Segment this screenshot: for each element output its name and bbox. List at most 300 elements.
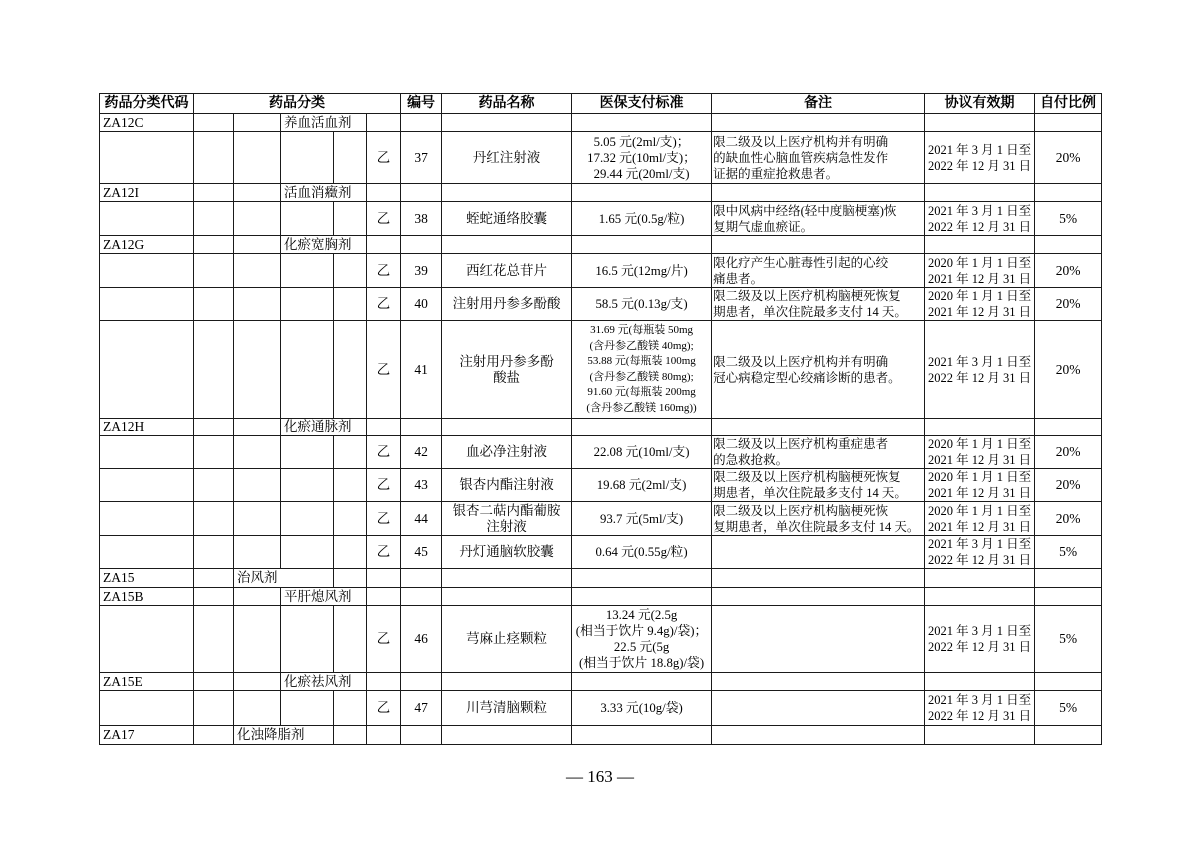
validity-period [925,469,1035,502]
drug-row [100,502,1102,536]
remark [712,502,925,536]
empty-cell [334,606,367,673]
remark-line: 限二级及以上医疗机构并有明确 [713,354,889,369]
header-validity: 协议有效期 [925,94,1035,114]
drug-name [442,132,572,184]
header-drug-name: 药品名称 [442,94,572,114]
empty-cell [925,726,1035,745]
price-line: (含丹参乙酸镁 80mg); [589,370,694,383]
drug-number: 40 [401,288,442,321]
empty-cell [442,184,572,202]
remark-line: 痛患者。 [713,271,764,286]
validity-line: 2021 年 3 月 1 日至 [927,693,1032,707]
validity-line: 2022 年 12 月 31 日 [927,370,1032,385]
drug-class: 乙 [367,202,401,236]
empty-cell [281,254,334,288]
empty-cell [194,419,234,436]
drug-row [100,691,1102,726]
drug-class: 乙 [367,321,401,419]
empty-cell [925,588,1035,606]
drug-name [442,288,572,321]
empty-cell [401,726,442,745]
category-row [100,236,1102,254]
drug-row [100,132,1102,184]
empty-cell [194,569,234,588]
validity-period [925,606,1035,673]
payment-standard [572,536,712,569]
remark-line: 限二级及以上医疗机构重症患者 [713,437,889,451]
empty-cell [401,419,442,436]
drug-name [442,502,572,536]
remark-line: 冠心病稳定型心绞痛诊断的患者。 [713,370,901,385]
header-category: 药品分类 [194,94,401,114]
drug-name-line: 西红花总苷片 [466,262,548,278]
drug-row [100,202,1102,236]
empty-cell [442,726,572,745]
empty-cell [194,588,234,606]
category-row [100,114,1102,132]
drug-name-line: 银杏内酯注射液 [459,477,554,492]
validity-period [925,254,1035,288]
remark [712,132,925,184]
empty-cell [925,114,1035,132]
header-ratio: 自付比例 [1035,94,1102,114]
remark [712,254,925,288]
empty-cell [100,321,194,419]
self-pay-ratio: 20% [1035,469,1102,502]
empty-cell [194,536,234,569]
empty-cell [334,469,367,502]
empty-cell [194,184,234,202]
empty-cell [712,184,925,202]
validity-period [925,202,1035,236]
remark-line: 限二级及以上医疗机构并有明确 [713,134,889,149]
validity-line: 2021 年 12 月 31 日 [927,519,1032,534]
category-code: ZA15B [100,588,194,606]
header-code: 药品分类代码 [100,94,194,114]
payment-standard [572,502,712,536]
price-line: 16.5 元(12mg/片) [595,263,688,278]
empty-cell [234,588,281,606]
empty-cell [442,236,572,254]
empty-cell [334,254,367,288]
drug-class: 乙 [367,254,401,288]
payment-standard [572,606,712,673]
payment-standard [572,288,712,321]
empty-cell [367,184,401,202]
drug-name [442,469,572,502]
empty-cell [194,691,234,726]
empty-cell [281,132,334,184]
empty-cell [281,536,334,569]
validity-line: 2020 年 1 月 1 日至 [927,503,1032,518]
drug-class: 乙 [367,502,401,536]
payment-standard [572,469,712,502]
empty-cell [194,673,234,691]
payment-standard [572,321,712,419]
self-pay-ratio: 5% [1035,536,1102,569]
remark [712,469,925,502]
empty-cell [100,536,194,569]
drug-name-line: 银杏二萜内酯葡胺 [452,502,561,518]
empty-cell [100,132,194,184]
category-name: 养血活血剂 [281,114,367,132]
drug-name [442,202,572,236]
category-code: ZA15E [100,673,194,691]
empty-cell [234,691,281,726]
drug-number: 45 [401,536,442,569]
category-row [100,419,1102,436]
empty-cell [194,132,234,184]
validity-line: 2021 年 12 月 31 日 [927,486,1032,500]
self-pay-ratio: 20% [1035,254,1102,288]
payment-standard [572,132,712,184]
drug-class: 乙 [367,469,401,502]
remark [712,288,925,321]
validity-line: 2020 年 1 月 1 日至 [927,255,1032,270]
empty-cell [712,673,925,691]
category-name: 化瘀祛风剂 [281,673,367,691]
empty-cell [194,436,234,469]
remark-line: 期患者，单次住院最多支付 14 天。 [713,305,907,319]
empty-cell [194,114,234,132]
validity-line: 2021 年 3 月 1 日至 [927,624,1032,638]
drug-row [100,469,1102,502]
drug-number: 37 [401,132,442,184]
empty-cell [572,236,712,254]
remark-line: 期患者，单次住院最多支付 14 天。 [713,486,907,500]
price-line: 17.32 元(10ml/支)； [587,150,696,165]
price-line: (含丹参乙酸镁 40mg); [589,339,694,352]
drug-class: 乙 [367,691,401,726]
empty-cell [925,673,1035,691]
drug-name-line: 丹灯通脑软胶囊 [459,544,554,559]
drug-number: 38 [401,202,442,236]
empty-cell [194,254,234,288]
empty-cell [234,114,281,132]
validity-line: 2021 年 3 月 1 日至 [927,354,1032,369]
remark-line: 限化疗产生心脏毒性引起的心绞 [713,255,889,270]
empty-cell [234,202,281,236]
drug-name [442,321,572,419]
validity-line: 2020 年 1 月 1 日至 [927,437,1032,451]
validity-line: 2021 年 12 月 31 日 [927,271,1032,286]
empty-cell [234,132,281,184]
empty-cell [194,321,234,419]
empty-cell [334,436,367,469]
empty-cell [712,588,925,606]
empty-cell [367,419,401,436]
validity-period [925,502,1035,536]
empty-cell [194,288,234,321]
drug-number: 43 [401,469,442,502]
price-line: (相当于饮片 18.8g)/袋) [579,656,705,670]
self-pay-ratio: 20% [1035,436,1102,469]
price-line: (含丹参乙酸镁 160mg)) [586,401,697,414]
drug-number: 39 [401,254,442,288]
validity-line: 2021 年 3 月 1 日至 [927,537,1032,551]
remark [712,691,925,726]
empty-cell [100,502,194,536]
empty-cell [234,469,281,502]
empty-cell [234,606,281,673]
drug-name [442,436,572,469]
remark-line: 限中风病中经络(轻中度脑梗塞)恢 [713,203,897,218]
empty-cell [234,673,281,691]
self-pay-ratio: 5% [1035,606,1102,673]
validity-line: 2022 年 12 月 31 日 [927,219,1032,234]
category-code: ZA12G [100,236,194,254]
validity-line: 2022 年 12 月 31 日 [927,553,1032,567]
empty-cell [1035,184,1102,202]
empty-cell [367,114,401,132]
validity-line: 2022 年 12 月 31 日 [927,640,1032,654]
drug-number: 47 [401,691,442,726]
drug-class: 乙 [367,288,401,321]
category-code: ZA12I [100,184,194,202]
drug-name [442,254,572,288]
empty-cell [401,114,442,132]
remark [712,202,925,236]
empty-cell [281,691,334,726]
drug-number: 46 [401,606,442,673]
empty-cell [572,726,712,745]
empty-cell [367,236,401,254]
drug-name-line: 蛭蛇通络胶囊 [466,210,548,226]
drug-number: 44 [401,502,442,536]
empty-cell [442,114,572,132]
category-code: ZA12H [100,419,194,436]
empty-cell [1035,673,1102,691]
validity-line: 2021 年 12 月 31 日 [927,453,1032,467]
drug-name [442,536,572,569]
validity-period [925,536,1035,569]
payment-standard [572,254,712,288]
self-pay-ratio: 20% [1035,321,1102,419]
remark-line: 复期患者，单次住院最多支付 14 天。 [713,519,920,534]
drug-row [100,436,1102,469]
remark [712,536,925,569]
empty-cell [572,114,712,132]
category-code: ZA15 [100,569,194,588]
self-pay-ratio: 20% [1035,288,1102,321]
category-name: 化瘀通脉剂 [281,419,367,436]
drug-row [100,254,1102,288]
empty-cell [281,502,334,536]
category-row [100,569,1102,588]
empty-cell [442,419,572,436]
drug-class: 乙 [367,436,401,469]
drug-name-line: 注射液 [486,518,527,534]
empty-cell [712,114,925,132]
drug-name-line: 血必净注射液 [466,444,548,459]
remark-line: 限二级及以上医疗机构脑梗死恢 [713,503,889,518]
header-number: 编号 [401,94,442,114]
empty-cell [712,569,925,588]
validity-period [925,132,1035,184]
empty-cell [100,606,194,673]
validity-period [925,436,1035,469]
remark [712,436,925,469]
price-line: 22.5 元(5g [613,640,670,654]
empty-cell [367,673,401,691]
empty-cell [100,288,194,321]
empty-cell [100,202,194,236]
empty-cell [442,569,572,588]
price-line: 31.69 元(每瓶装 50mg [590,324,694,336]
empty-cell [712,236,925,254]
empty-cell [401,673,442,691]
drug-row [100,606,1102,673]
header-payment-standard: 医保支付标准 [572,94,712,114]
drug-class: 乙 [367,132,401,184]
category-name: 化浊降脂剂 [234,726,334,745]
price-line: 1.65 元(0.5g/粒) [598,211,685,226]
empty-cell [367,588,401,606]
price-line: 5.05 元(2ml/支)； [593,134,690,149]
empty-cell [442,588,572,606]
drug-number: 42 [401,436,442,469]
empty-cell [334,502,367,536]
empty-cell [334,321,367,419]
empty-cell [281,202,334,236]
empty-cell [401,569,442,588]
empty-cell [1035,236,1102,254]
category-row [100,184,1102,202]
validity-line: 2022 年 12 月 31 日 [927,709,1032,723]
price-line: 19.68 元(2ml/支) [596,478,687,492]
empty-cell [100,691,194,726]
category-row [100,726,1102,745]
empty-cell [442,673,572,691]
drug-row [100,288,1102,321]
category-name: 化瘀宽胸剂 [281,236,367,254]
payment-standard [572,436,712,469]
empty-cell [401,184,442,202]
empty-cell [234,236,281,254]
self-pay-ratio: 5% [1035,691,1102,726]
empty-cell [925,419,1035,436]
remark-line: 的缺血性心脑血管疾病急性发作 [713,150,889,165]
drug-name-line: 丹红注射液 [472,149,541,165]
drug-number: 41 [401,321,442,419]
price-line: 22.08 元(10ml/支) [593,445,690,459]
remark [712,606,925,673]
drug-class: 乙 [367,606,401,673]
remark-line: 的急救抢救。 [713,453,789,467]
price-line: 93.7 元(5ml/支) [599,511,684,526]
empty-cell [194,236,234,254]
header-remark: 备注 [712,94,925,114]
empty-cell [334,288,367,321]
payment-standard [572,691,712,726]
price-line: 91.60 元(每瓶装 200mg [587,386,696,398]
self-pay-ratio: 20% [1035,502,1102,536]
validity-period [925,321,1035,419]
empty-cell [234,321,281,419]
empty-cell [194,469,234,502]
header-row [100,94,1102,114]
empty-cell [367,726,401,745]
empty-cell [334,202,367,236]
remark-line: 复期气虚血瘀证。 [713,219,814,234]
empty-cell [100,436,194,469]
empty-cell [234,536,281,569]
drug-name [442,691,572,726]
empty-cell [367,569,401,588]
price-line: 0.64 元(0.55g/粒) [595,545,688,559]
drug-name-line: 注射用丹参多酚酸 [452,296,561,311]
category-name: 平肝熄风剂 [281,588,367,606]
empty-cell [194,726,234,745]
empty-cell [194,606,234,673]
validity-period [925,691,1035,726]
empty-cell [234,288,281,321]
empty-cell [100,469,194,502]
empty-cell [1035,419,1102,436]
empty-cell [234,502,281,536]
empty-cell [281,288,334,321]
drug-class: 乙 [367,536,401,569]
empty-cell [194,202,234,236]
empty-cell [572,673,712,691]
empty-cell [1035,569,1102,588]
empty-cell [712,419,925,436]
empty-cell [925,184,1035,202]
category-code: ZA12C [100,114,194,132]
self-pay-ratio: 5% [1035,202,1102,236]
remark-line: 限二级及以上医疗机构脑梗死恢复 [713,470,901,484]
empty-cell [234,419,281,436]
price-line: 3.33 元(10g/袋) [600,701,683,715]
empty-cell [925,569,1035,588]
payment-standard [572,202,712,236]
drug-row [100,536,1102,569]
validity-line: 2020 年 1 月 1 日至 [927,289,1032,303]
validity-period [925,288,1035,321]
empty-cell [712,726,925,745]
drug-row [100,321,1102,419]
empty-cell [925,236,1035,254]
empty-cell [234,436,281,469]
empty-cell [334,132,367,184]
empty-cell [1035,588,1102,606]
validity-line: 2022 年 12 月 31 日 [927,158,1032,173]
empty-cell [1035,114,1102,132]
empty-cell [334,536,367,569]
validity-line: 2021 年 12 月 31 日 [927,305,1032,319]
drug-catalog-table [99,93,1102,745]
remark-line: 限二级及以上医疗机构脑梗死恢复 [713,289,901,303]
category-name: 活血消癥剂 [281,184,367,202]
remark [712,321,925,419]
validity-line: 2021 年 3 月 1 日至 [927,203,1032,218]
empty-cell [194,502,234,536]
category-name: 治风剂 [234,569,334,588]
drug-name-line: 芎麻止痉颗粒 [466,631,548,646]
empty-cell [334,726,367,745]
empty-cell [334,691,367,726]
page-number: — 163 — [566,767,634,786]
empty-cell [572,184,712,202]
drug-name-line: 注射用丹参多酚 [459,353,554,369]
empty-cell [281,436,334,469]
price-line: (相当于饮片 9.4g)/袋)； [575,624,708,638]
empty-cell [572,588,712,606]
price-line: 53.88 元(每瓶装 100mg [587,355,696,367]
empty-cell [401,588,442,606]
drug-name [442,606,572,673]
